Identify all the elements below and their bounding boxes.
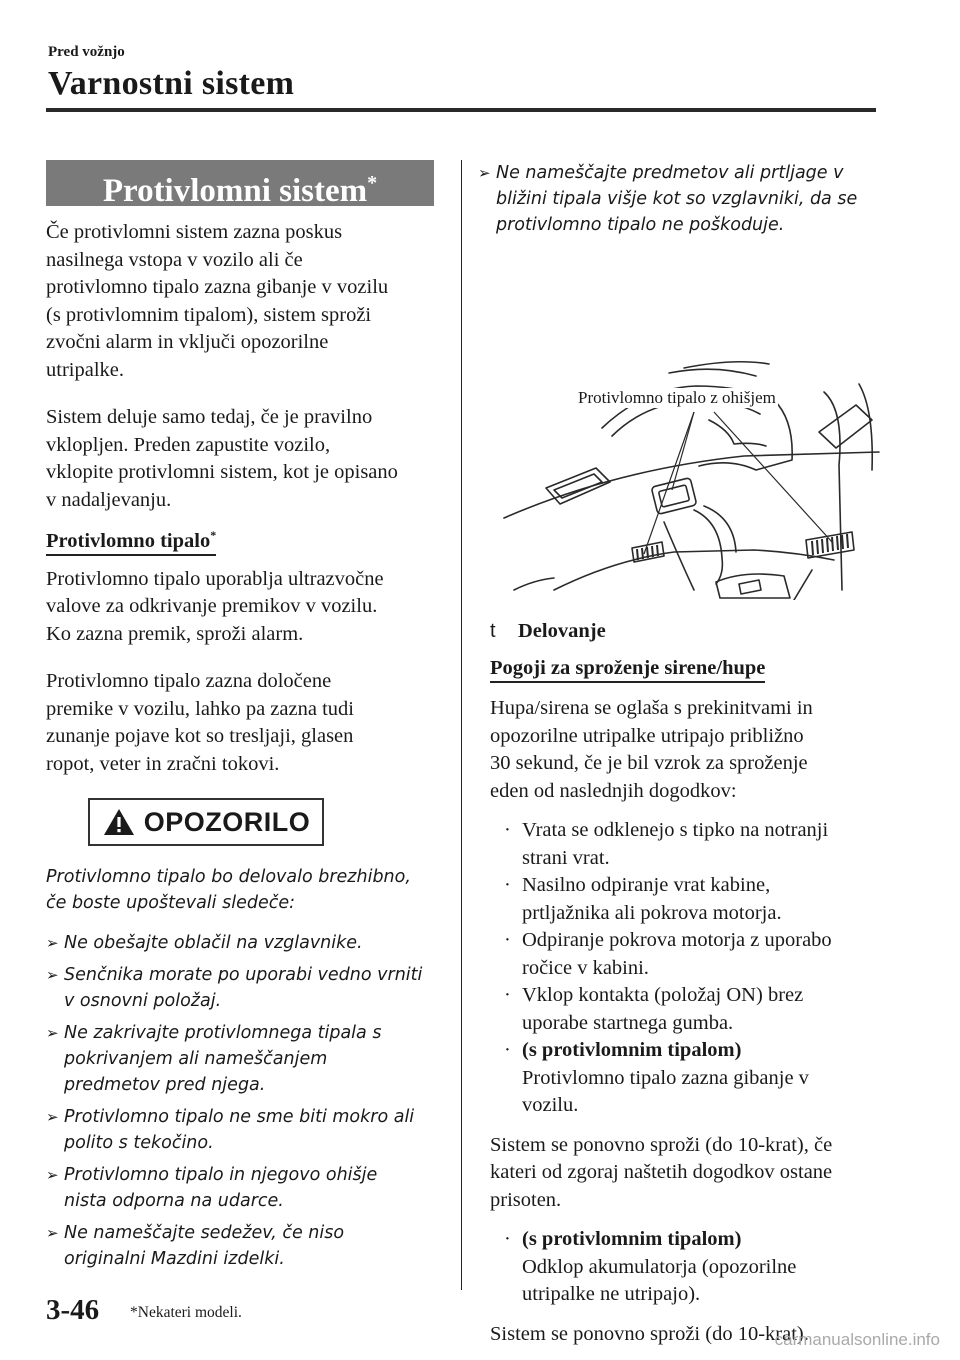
sensor-detail-paragraph — [46, 668, 434, 778]
sub-heading-conditions: Pogoji za sproženje sirene/hupe — [490, 657, 765, 683]
text-line: ropot, veter in zračni tokovi. — [46, 752, 280, 775]
banner-asterisk: * — [367, 172, 378, 194]
text-line: vklopite protivlomni sistem, kot je opisano — [46, 461, 398, 483]
warning-bullet: ➢ Ne nameščajte sedežev, če niso originalni Mazdini izdelki. — [46, 1220, 434, 1272]
warning-box — [88, 798, 324, 846]
text-line: Sistem se ponovno sproži (do 10-krat), če — [490, 1133, 833, 1156]
text-line: nasilnega vstopa v vozilo ali če — [46, 248, 303, 271]
arrow-bullet-icon: ➢ — [46, 1224, 59, 1243]
sensor-paragraph — [46, 566, 434, 649]
arrow-bullet-icon: ➢ — [478, 164, 491, 182]
text-line: zvočni alarm in vključi opozorilne — [46, 331, 329, 353]
overhead-console-drawing — [494, 260, 882, 600]
sub-heading-text: Protivlomno tipalo — [46, 529, 211, 552]
banner-title: Protivlomni sistem — [102, 173, 368, 209]
section-name: Pred vožnjo — [48, 44, 125, 60]
conditions-list — [490, 817, 878, 1120]
warning-bullet: ➢ Senčnika morate po uporabi vedno vrniti v osnovni položaj. — [46, 962, 434, 1014]
page-title: Varnostni sistem — [48, 65, 295, 102]
text-line: Če protivlomni sistem zazna poskus — [46, 221, 343, 243]
watermark: carmanualsonline.info — [774, 1330, 940, 1349]
text-line: premike v vozilu, lahko pa zazna tudi — [46, 697, 354, 720]
text-line: če boste upoštevali sledeče: — [46, 893, 295, 914]
figure-label: Protivlomno tipalo z ohišjem — [578, 388, 776, 407]
text-line: eden od naslednjih dogodkov: — [490, 779, 737, 802]
warning-bullet: ➢ Ne zakrivajte protivlomnega tipala s pokrivanjem ali nameščanjem predmetov pred njega. — [46, 1020, 434, 1098]
warning-label: OPOZORILO — [143, 806, 311, 837]
retrigger-paragraph — [490, 1132, 878, 1215]
warning-bullet: ➢ Ne obešajte oblačil na vzglavnike. — [46, 930, 434, 956]
text-line: v nadaljevanju. — [46, 488, 172, 511]
section-title: Delovanje — [518, 620, 606, 642]
section-banner — [46, 160, 434, 209]
list-item: · Vrata se odklenejo s tipko na notranji strani vrat. — [504, 819, 829, 869]
text-line: opozorilne utripalke utripajo približno — [490, 724, 804, 747]
sensor-illustration — [494, 260, 882, 600]
conditions-intro — [490, 695, 878, 805]
sub-heading-sensor — [46, 528, 216, 556]
list-item: · Nasilno odpiranje vrat kabine, prtljažnika ali pokrova motorja. — [504, 874, 782, 924]
arrow-bullet-icon: ➢ — [46, 1108, 59, 1127]
section-marker-icon: t — [490, 620, 496, 642]
text-line: Hupa/sirena se oglaša s prekinitvami in — [490, 697, 813, 719]
page-number: 3-46 — [46, 1294, 100, 1326]
text-line: 30 sekund, če je bil vzrok za sproženje — [490, 752, 808, 774]
footnote: *Nekateri modeli. — [130, 1304, 242, 1321]
text-line: Ko zazna premik, sproži alarm. — [46, 622, 304, 645]
list-item: · (s protivlomnim tipalom) Protivlomno tipalo zazna gibanje v vozilu. — [504, 1039, 809, 1116]
sub-heading-asterisk: * — [210, 528, 217, 542]
list-item: · Odpiranje pokrova motorja z uporabo ročice v kabini. — [504, 929, 832, 979]
warning-list — [46, 930, 434, 1272]
final-paragraph: Sistem se ponovno sproži (do 10-krat). — [490, 1322, 809, 1345]
section-heading-operation — [490, 620, 878, 643]
text-line: Protivlomno tipalo zazna določene — [46, 670, 332, 693]
right-column — [478, 160, 878, 1348]
arrow-bullet-icon: ➢ — [46, 966, 59, 985]
intro-paragraph — [46, 219, 434, 384]
warning-bullet-continued: ➢ Ne nameščajte predmetov ali prtljage v bližini tipala višje kot so vzglavniki, da se protivlomno tipalo ne poškoduje. — [478, 160, 878, 238]
text-line: Protivlomno tipalo bo delovalo brezhibno, — [46, 867, 411, 888]
column-divider — [461, 160, 462, 1290]
arrow-bullet-icon: ➢ — [46, 1166, 59, 1185]
page-header — [48, 44, 294, 103]
warning-bullet: ➢ Protivlomno tipalo ne sme biti mokro ali polito s tekočino. — [46, 1104, 434, 1156]
header-rule — [46, 108, 876, 112]
text-line: prisoten. — [490, 1188, 562, 1211]
text-line: zunanje pojave kot so tresljaji, glasen — [46, 725, 354, 748]
text-line: valove za odkrivanje premikov v vozilu. — [46, 595, 378, 618]
list-item-battery: · (s protivlomnim tipalom) Odklop akumulatorja (opozorilne utripalke ne utripajo). — [504, 1228, 797, 1305]
text-line: Sistem deluje samo tedaj, če je pravilno — [46, 406, 373, 428]
text-line: (s protivlomnim tipalom), sistem sproži — [46, 303, 372, 326]
warning-bullet: ➢ Protivlomno tipalo in njegovo ohišje nista odporna na udarce. — [46, 1162, 434, 1214]
warning-intro — [46, 864, 434, 916]
text-line: protivlomno tipalo zazna gibanje v vozilu — [46, 276, 389, 298]
text-line: vklopljen. Preden zapustite vozilo, — [46, 433, 331, 456]
list-item: · Vklop kontakta (položaj ON) brez uporabe startnega gumba. — [504, 984, 804, 1034]
warning-triangle-icon — [102, 807, 136, 837]
activation-paragraph — [46, 404, 434, 514]
arrow-bullet-icon: ➢ — [46, 934, 59, 953]
left-column — [46, 160, 434, 1278]
text-line: utripalke. — [46, 358, 124, 381]
text-line: Protivlomno tipalo uporablja ultrazvočne — [46, 567, 384, 590]
arrow-bullet-icon: ➢ — [46, 1024, 59, 1043]
text-line: kateri od zgoraj naštetih dogodkov ostane — [490, 1161, 833, 1183]
